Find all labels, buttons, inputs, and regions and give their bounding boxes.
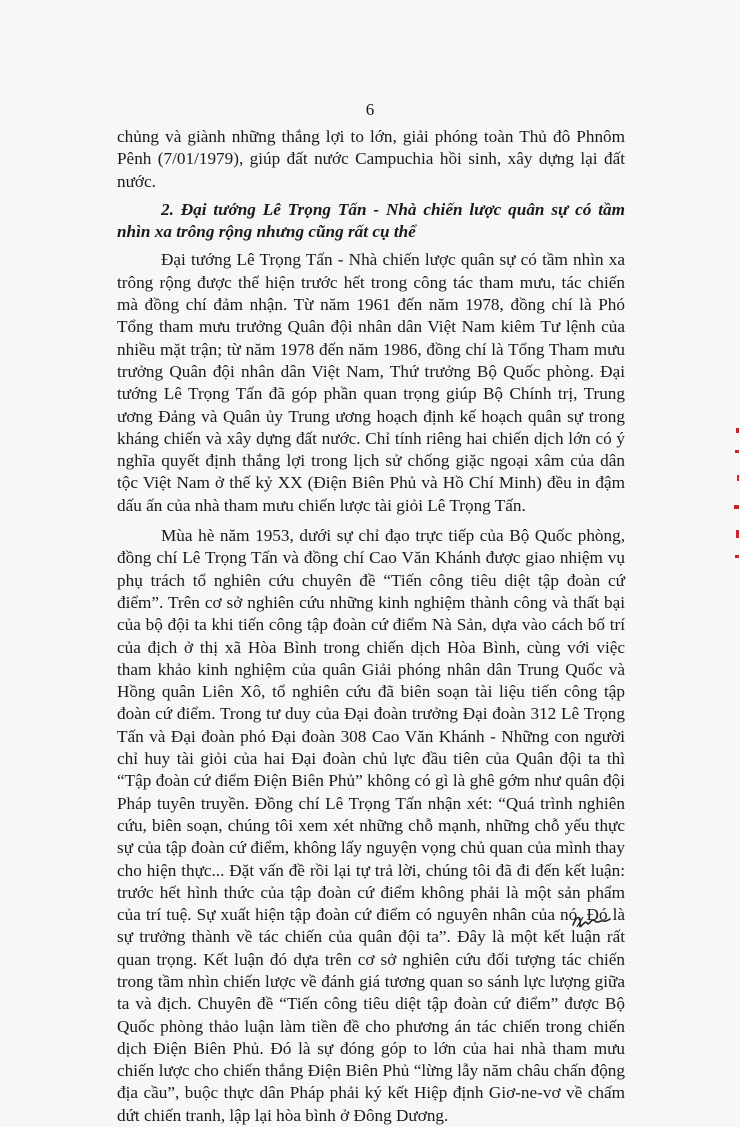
- paragraph-strategist: Đại tướng Lê Trọng Tấn - Nhà chiến lược quân sự có tầm nhìn xa trông rộng được thể hiện trước hết trong công tác tham mưu, tác chiến mà đồng chí đảm nhận. Từ năm 1961 đến năm 1978, đồng chí là Phó Tổng tham mưu trưởng Quân đội nhân dân Việt Nam kiêm Tư lệnh của nhiều mặt trận; từ năm 1978 đến năm 1986, đồng chí là Tổng Tham mưu trưởng Quân đội nhân dân Việt Nam, Thứ trưởng Bộ Quốc phòng. Đại tướng Lê Trọng Tấn đã góp phần quan trọng giúp Bộ Chính trị, Trung ương Đảng và Quân ủy Trung ương hoạch định kế hoạch quân sự trong kháng chiến và xây dựng đất nước. Chỉ tính riêng hai chiến dịch lớn có ý nghĩa quyết định thắng lợi trong lịch sử chống giặc ngoại xâm của dân tộc Việt Nam ở thế kỷ XX (Điện Biên Phủ và Hồ Chí Minh) đều in đậm dấu ấn của nhà tham mưu chiến lược tài giỏi Lê Trọng Tấn.: [117, 250, 625, 515]
- document-body: [117, 126, 625, 1127]
- red-stamp-edge-icon: [731, 420, 740, 570]
- handwritten-signature-icon: [571, 911, 611, 933]
- paragraph-dien-bien-phu: Mùa hè năm 1953, dưới sự chỉ đạo trực tiếp của Bộ Quốc phòng, đồng chí Lê Trọng Tấn và đồng chí Cao Văn Khánh được giao nhiệm vụ phụ trách tổ nghiên cứu chuyên đề “Tiến công tiêu diệt tập đoàn cứ điểm”. Trên cơ sở nghiên cứu những kinh nghiệm thành công và thất bại của bộ đội ta khi tiến công tập đoàn cứ điểm Nà Sản, dựa vào cách bố trí của địch ở thị xã Hòa Bình trong chiến dịch Hòa Bình, cùng với việc tham khảo kinh nghiệm của quân Giải phóng nhân dân Trung Quốc và Hồng quân Liên Xô, tổ nghiên cứu đã biên soạn tài liệu tiến công tập đoàn cứ điểm. Trong tư duy của Đại đoàn trưởng Đại đoàn 312 Lê Trọng Tấn và Đại đoàn phó Đại đoàn 308 Cao Văn Khánh - Những con người chỉ huy tài giỏi của hai Đại đoàn chủ lực đầu tiên của Quân đội ta thì “Tập đoàn cứ điểm Điện Biên Phủ” không có gì là ghê gớm như quân đội Pháp tuyên truyền. Đồng chí Lê Trọng Tấn nhận xét: “Quá trình nghiên cứu, biên soạn, chúng tôi xem xét những chỗ mạnh, những chỗ yếu thực sự của tập đoàn cứ điểm, không lấy nguyện vọng chủ quan của mình thay cho hiện thực... Đặt vấn đề rồi lại tự trả lời, chúng tôi đã đi đến kết luận: trước hết hình thức của tập đoàn cứ điểm không phải là một sản phẩm của trí tuệ. Sự xuất hiện tập đoàn cứ điểm có nguyên nhân của nó. Đó là sự trưởng thành về tác chiến của quân đội ta”. Đây là một kết luận rất quan trọng. Kết luận đó dựa trên cơ sở nghiên cứu đối tượng tác chiến trong tầm nhìn chiến lược về đánh giá tương quan so sánh lực lượng giữa ta và địch. Chuyên đề “Tiến công tiêu diệt tập đoàn cứ điểm” được Bộ Quốc phòng thảo luận làm tiền đề cho phương án tác chiến trong chiến dịch Điện Biên Phủ. Đó là sự đóng góp to lớn của hai nhà tham mưu chiến lược cho chiến thắng Điện Biên Phủ “lừng lẫy năm châu chấn động địa cầu”, buộc thực dân Pháp phải ký kết Hiệp định Giơ-ne-vơ về chấm dứt chiến tranh, lập lại hòa bình ở Đông Dương.: [117, 526, 625, 1125]
- section-heading: 2. Đại tướng Lê Trọng Tấn - Nhà chiến lược quân sự có tầm nhìn xa trông rộng nhưng cũng rất cụ thể: [117, 199, 625, 242]
- page-number: 6: [365, 100, 375, 119]
- paragraph-continuation: chủng và giành những thắng lợi to lớn, giải phóng toàn Thủ đô Phnôm Pênh (7/01/1979), giúp đất nước Campuchia hồi sinh, xây dựng lại đất nước.: [117, 127, 625, 191]
